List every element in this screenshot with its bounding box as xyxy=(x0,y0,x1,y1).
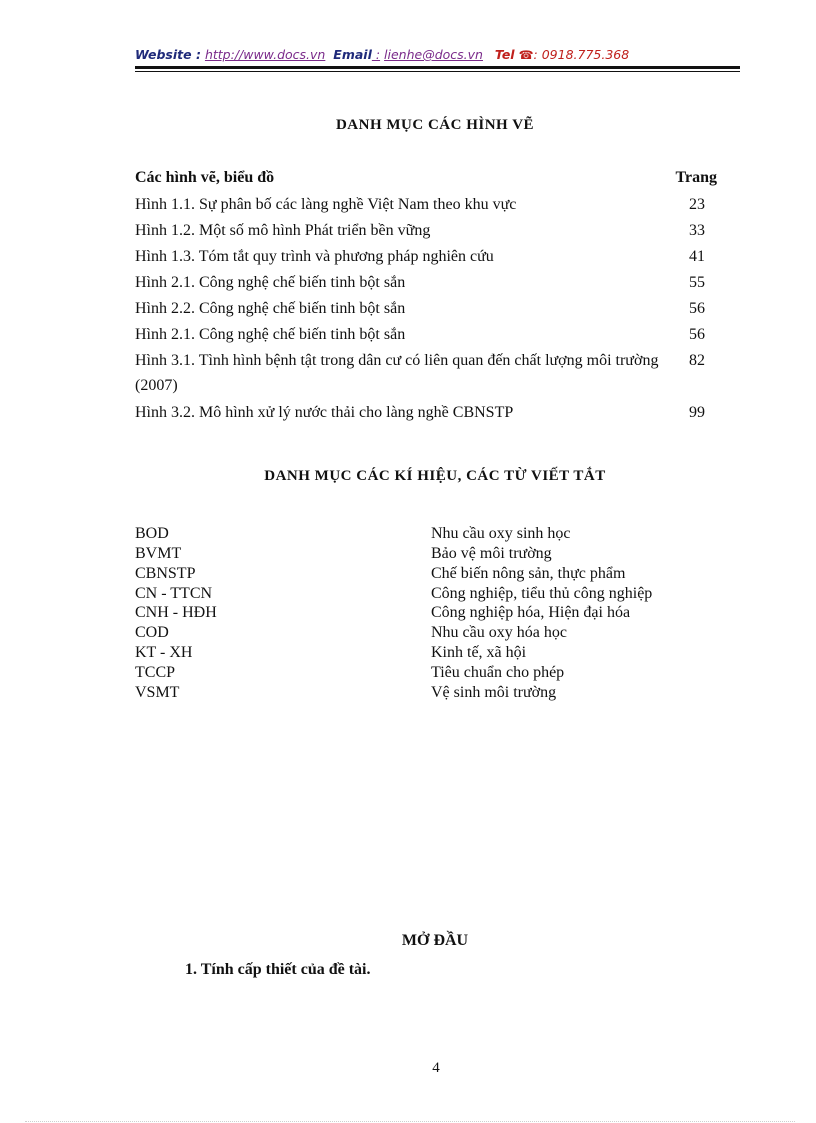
header-rule-thick xyxy=(135,66,740,69)
abbreviation-meaning: Công nghiệp hóa, Hiện đại hóa xyxy=(431,604,631,621)
website-link[interactable]: http://www.docs.vn xyxy=(204,47,326,62)
header-rule-thin xyxy=(135,71,740,72)
figure-text: Hình 3.1. Tình hình bệnh tật trong dân cư có liên quan đến chất lượng môi trường (2007) xyxy=(135,352,659,394)
figure-text: Hình 1.1. Sự phân bố các làng nghề Việt Nam theo khu vực xyxy=(135,196,517,213)
intro-title: MỞ ĐẦU xyxy=(401,932,469,949)
figure-row[interactable] xyxy=(135,270,705,295)
abbreviation-code: CBNSTP xyxy=(135,565,196,582)
figure-page: 99 xyxy=(689,404,705,421)
figure-row[interactable] xyxy=(135,400,705,425)
abbreviation-meaning: Công nghiệp, tiểu thủ công nghiệp xyxy=(431,585,653,602)
abbreviation-code: TCCP xyxy=(135,664,176,681)
figure-row[interactable] xyxy=(135,218,705,243)
abbreviations-title: DANH MỤC CÁC KÍ HIỆU, CÁC TỪ VIẾT TẮT xyxy=(264,468,606,484)
page-bottom-border xyxy=(25,1121,795,1122)
abbreviation-meaning: Vệ sinh môi trường xyxy=(431,684,557,701)
abbreviation-code: COD xyxy=(135,624,169,641)
abbreviation-meaning: Bảo vệ môi trường xyxy=(431,545,552,562)
telephone-icon: ☎ xyxy=(518,48,534,62)
figure-text: Hình 2.2. Công nghệ chế biến tinh bột sắn xyxy=(135,300,406,317)
figure-page: 55 xyxy=(689,274,705,291)
email-separator: : xyxy=(371,47,381,62)
abbreviation-code: BOD xyxy=(135,525,169,542)
figures-col-page: Trang xyxy=(675,169,717,186)
figure-page: 56 xyxy=(689,300,705,317)
figure-row[interactable] xyxy=(135,322,705,347)
figure-row[interactable] xyxy=(135,296,705,321)
abbreviation-code: BVMT xyxy=(135,545,182,562)
abbreviation-meaning: Nhu cầu oxy hóa học xyxy=(431,624,567,641)
email-link[interactable]: lienhe@docs.vn xyxy=(384,47,483,62)
website-label: Website : xyxy=(135,47,201,62)
figure-page: 56 xyxy=(689,326,705,343)
abbreviation-meaning: Chế biến nông sản, thực phẩm xyxy=(431,565,626,582)
figure-text: Hình 3.2. Mô hình xử lý nước thải cho làng nghề CBNSTP xyxy=(135,404,514,421)
abbreviation-code: VSMT xyxy=(135,684,180,701)
abbreviation-code: CN - TTCN xyxy=(135,585,213,602)
figure-row[interactable] xyxy=(135,244,705,269)
figure-page: 41 xyxy=(689,248,705,265)
figure-text: Hình 1.2. Một số mô hình Phát triển bền vững xyxy=(135,222,431,239)
section-heading: 1. Tính cấp thiết của đề tài. xyxy=(185,961,371,978)
abbreviation-meaning: Tiêu chuẩn cho phép xyxy=(431,664,565,681)
figure-page: 82 xyxy=(689,352,705,369)
tel-label: Tel xyxy=(494,47,515,62)
tel-value: : 0918.775.368 xyxy=(533,47,630,62)
figure-page: 23 xyxy=(689,196,705,213)
abbreviation-code: KT - XH xyxy=(135,644,193,661)
figures-title: DANH MỤC CÁC HÌNH VẼ xyxy=(335,117,535,133)
page-header xyxy=(135,47,740,62)
figure-row[interactable] xyxy=(135,192,705,217)
figure-text: Hình 2.1. Công nghệ chế biến tinh bột sắn xyxy=(135,274,406,291)
email-label: Email xyxy=(333,47,372,62)
figures-header xyxy=(135,169,717,187)
abbreviation-meaning: Kinh tế, xã hội xyxy=(431,644,527,661)
page-number: 4 xyxy=(432,1060,440,1076)
figure-row[interactable] xyxy=(135,348,705,398)
abbreviation-meaning: Nhu cầu oxy sinh học xyxy=(431,525,571,542)
abbreviation-code: CNH - HĐH xyxy=(135,604,217,621)
figure-text: Hình 1.3. Tóm tắt quy trình và phương pháp nghiên cứu xyxy=(135,248,494,265)
figure-text: Hình 2.1. Công nghệ chế biến tinh bột sắn xyxy=(135,326,406,343)
figures-col-name: Các hình vẽ, biểu đồ xyxy=(135,169,275,186)
figure-page: 33 xyxy=(689,222,705,239)
